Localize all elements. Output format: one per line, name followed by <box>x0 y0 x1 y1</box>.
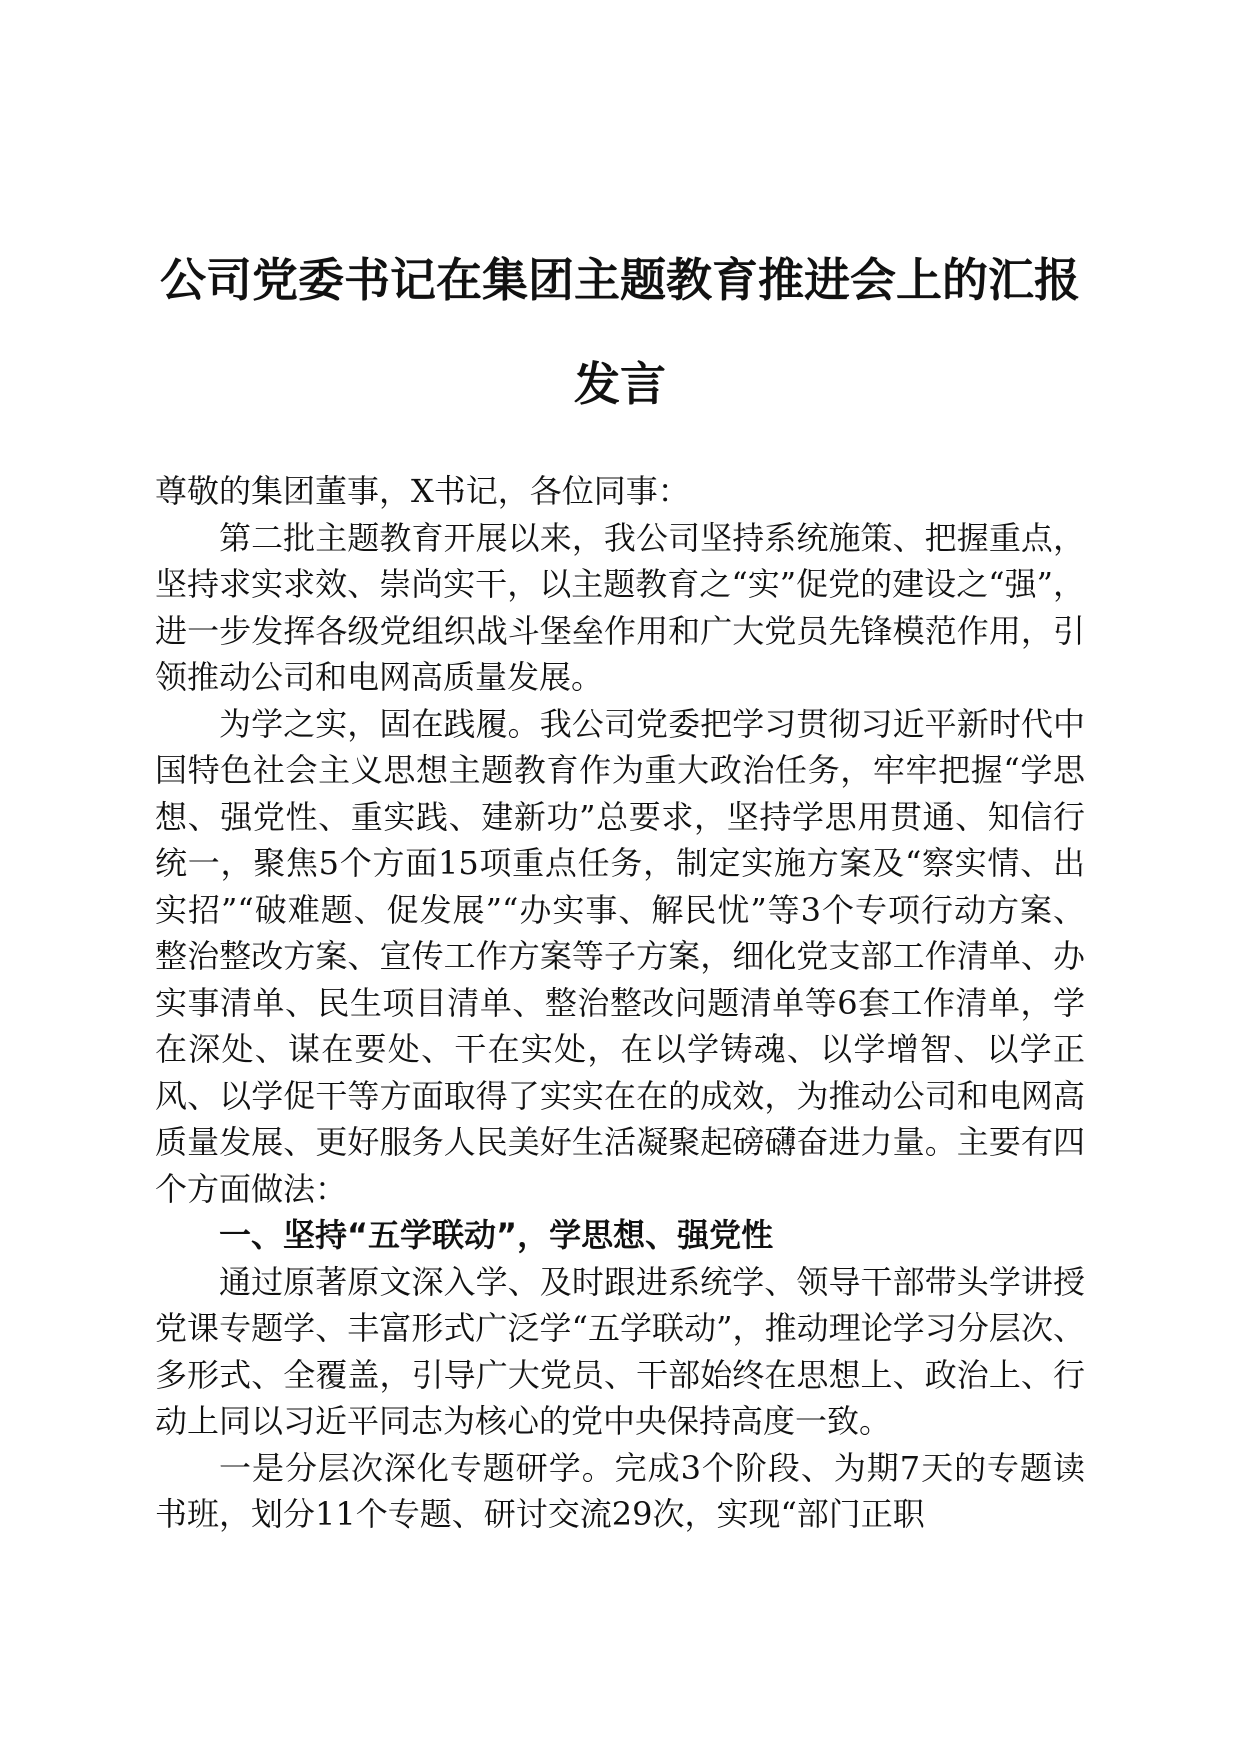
title-line-2: 发言 <box>574 357 666 411</box>
section-paragraph: 一是分层次深化专题研学。完成3个阶段、为期7天的专题读书班，划分11个专题、研讨交流29次，实现“部门正职 <box>155 1448 1085 1533</box>
title-line-1: 公司党委书记在集团主题教育推进会上的汇报 <box>160 253 1080 307</box>
section-heading: 一、坚持“五学联动”，学思想、强党性 <box>219 1216 774 1254</box>
document-title <box>150 228 1090 436</box>
salutation: 尊敬的集团董事，X书记，各位同事： <box>155 472 690 510</box>
paragraph-overview: 为学之实，固在践履。我公司党委把学习贯彻习近平新时代中国特色社会主义思想主题教育作为重大政治任务，牢牢把握“学思想、强党性、重实践、建新功”总要求，坚持学思用贯通、知信行统一，聚焦5个方面15项重点任务，制定实施方案及“察实情、出实招”“破难题、促发展”“办实事、解民忧”等3个专项行动方案、整治整改方案、宣传工作方案等子方案，细化党支部工作清单、办实事清单、民生项目清单、整治整改问题清单等6套工作清单，学在深处、谋在要处、干在实处，在以学铸魂、以学增智、以学正风、以学促干等方面取得了实实在在的成效，为推动公司和电网高质量发展、更好服务人民美好生活凝聚起磅礴奋进力量。主要有四个方面做法： <box>155 704 1085 1208</box>
document-body <box>155 468 1085 1538</box>
paragraph-intro: 第二批主题教育开展以来，我公司坚持系统施策、把握重点，坚持求实求效、崇尚实干，以主题教育之“实”促党的建设之“强”，进一步发挥各级党组织战斗堡垒作用和广大党员先锋模范作用，引领推动公司和电网高质量发展。 <box>155 518 1085 696</box>
section-paragraph: 通过原著原文深入学、及时跟进系统学、领导干部带头学讲授党课专题学、丰富形式广泛学“五学联动”，推动理论学习分层次、多形式、全覆盖，引导广大党员、干部始终在思想上、政治上、行动上同以习近平同志为核心的党中央保持高度一致。 <box>155 1262 1085 1440</box>
